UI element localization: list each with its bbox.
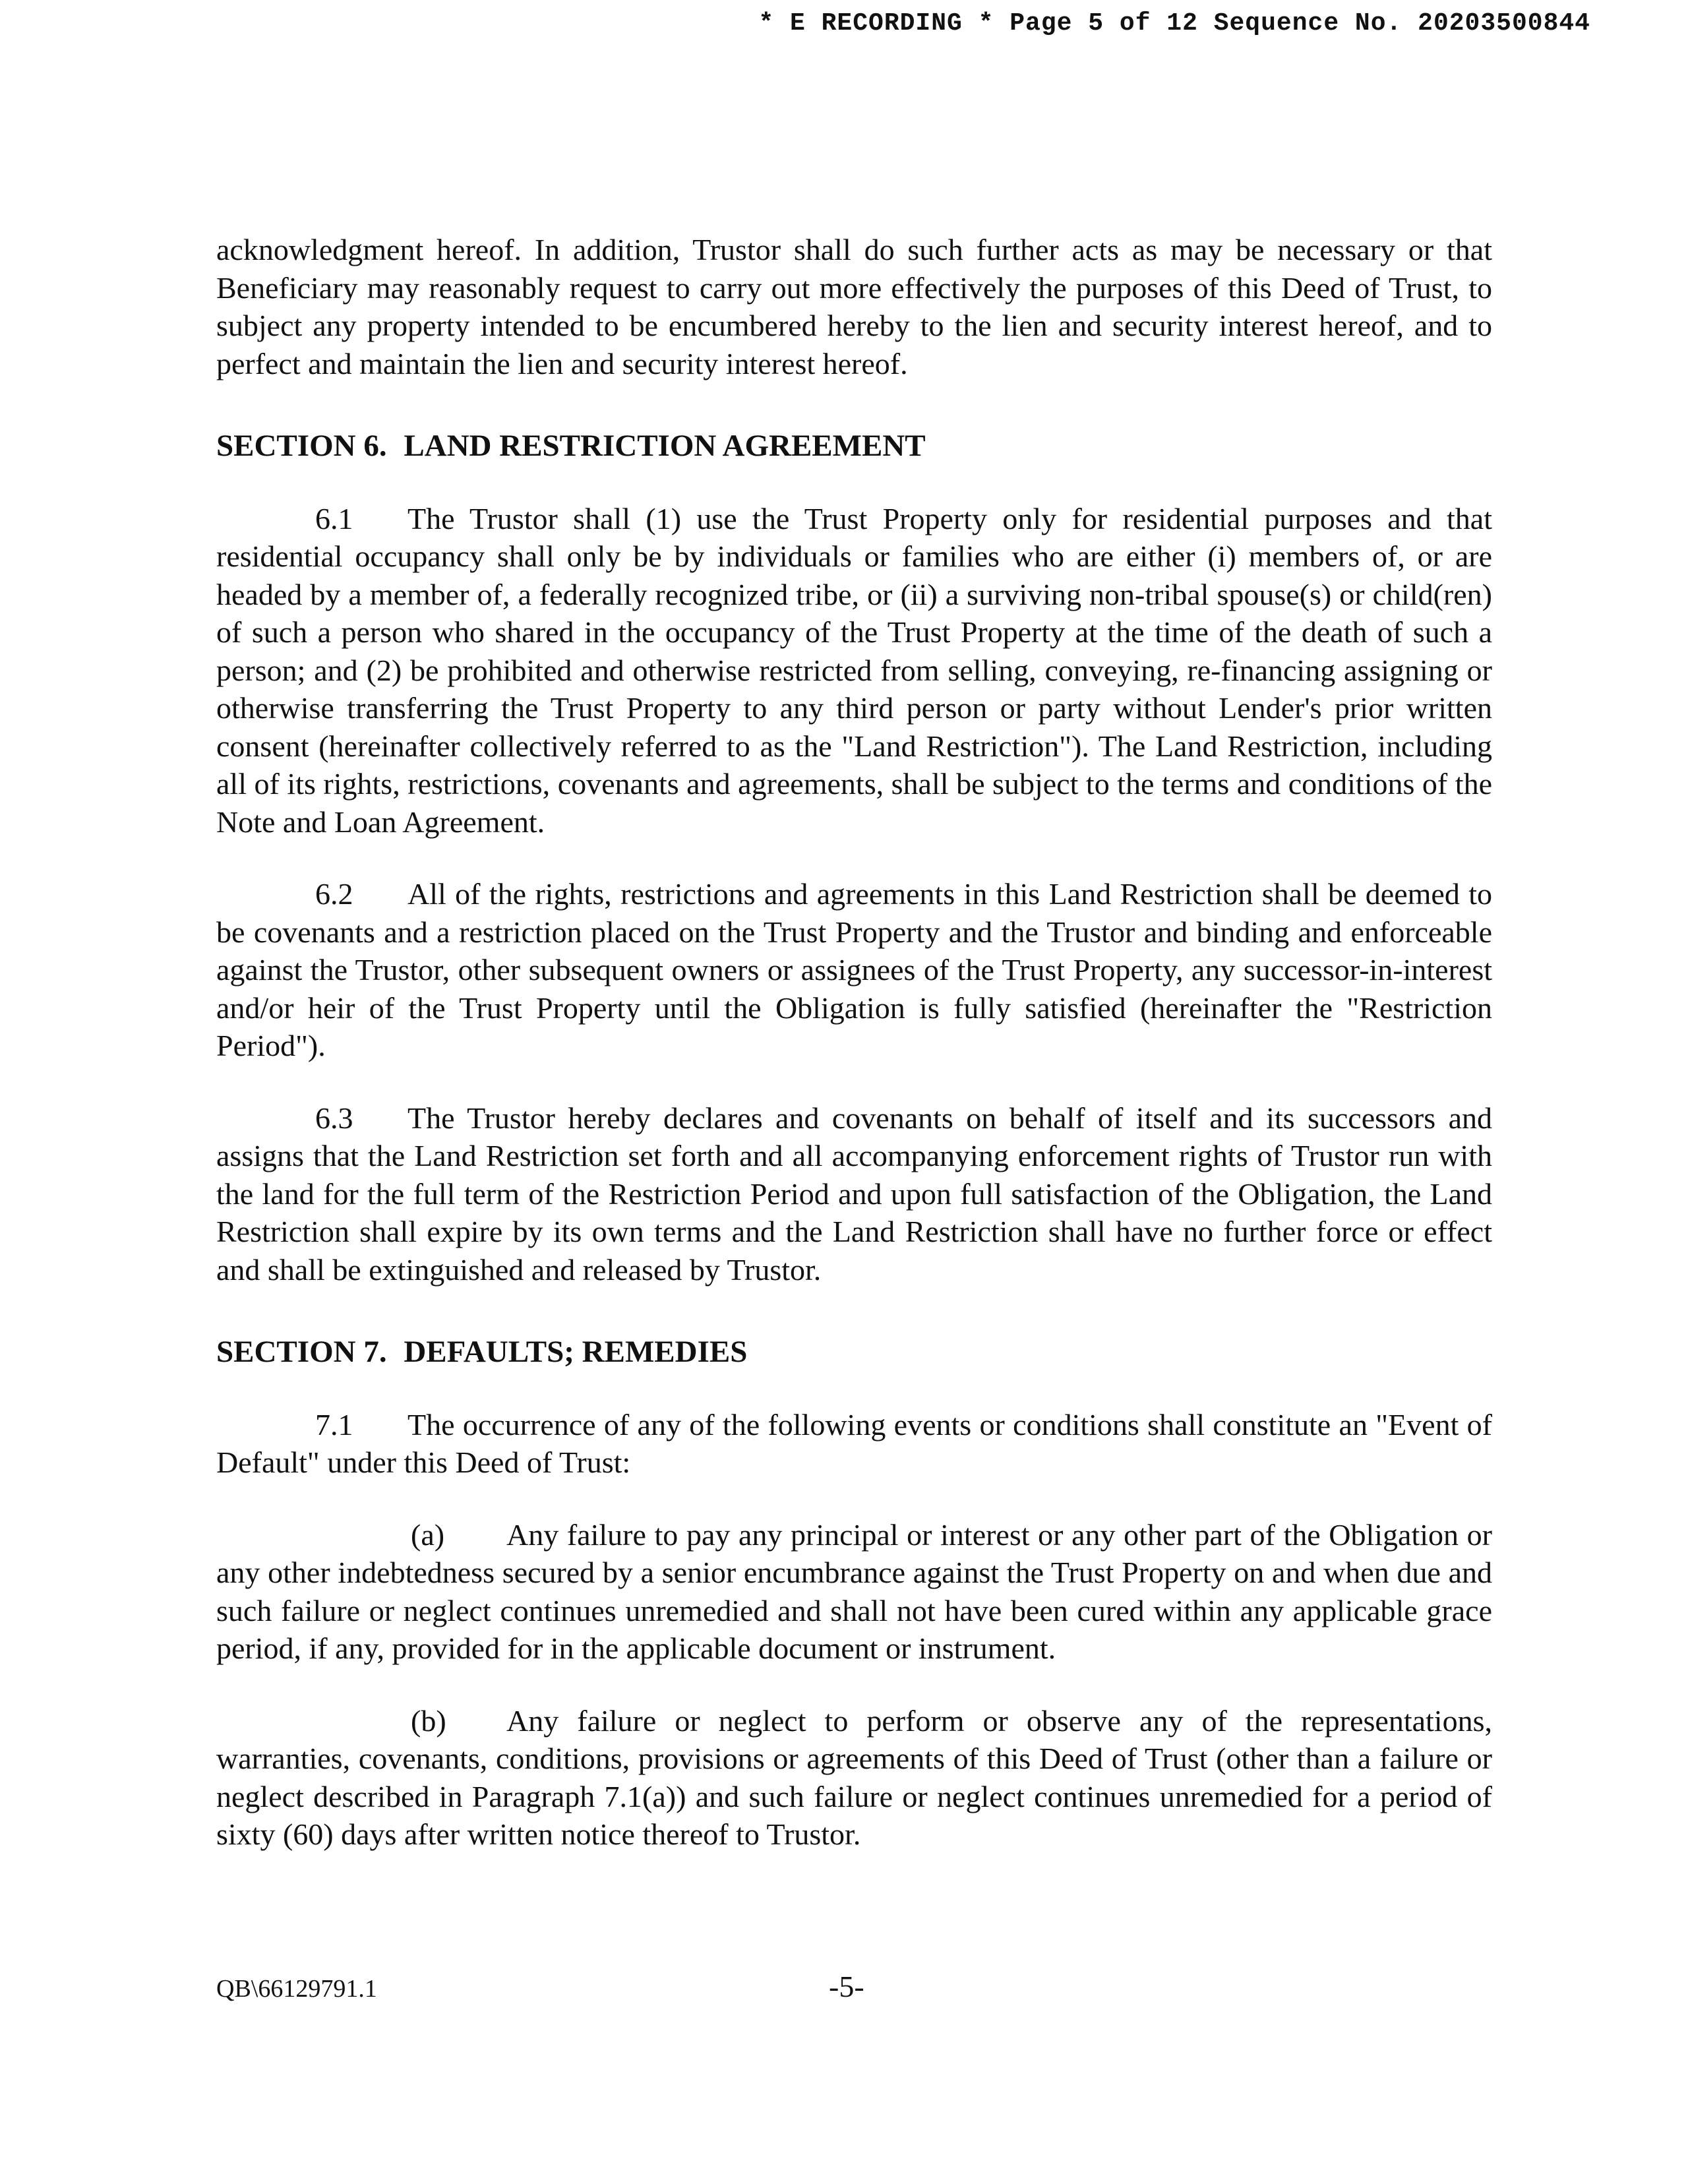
paragraph-6-1 (216, 500, 1492, 841)
paragraph-6-1-text: The Trustor shall (1) use the Trust Property only for residential purposes and that residential occupancy shall only be by individuals or families who are either (i) members of, or are headed by a member of, a federally recognized tribe, or (ii) a surviving non-tribal spouse(s) or child(ren) of such a person who shared in the occupancy of the Trust Property at the time of the death of such a person; and (2) be prohibited and otherwise restricted from selling, conveying, re-financing assigning or otherwise transferring the Trust Property to any third person or party without Lender's prior written consent (hereinafter collectively referred to as the "Land Restriction"). The Land Restriction, including all of its rights, restrictions, covenants and agreements, shall be subject to the terms and conditions of the Note and Loan Agreement. (216, 501, 1492, 839)
footer-page-number: -5- (829, 1970, 864, 2003)
paragraph-6-2-text: All of the rights, restrictions and agreements in this Land Restriction shall be deemed to be covenants and a restriction placed on the Trust Property and the Trustor and binding and enforceable against the Trustor, other subsequent owners or assignees of the Trust Property, any successor-in-interest and/or heir of the Trust Property until the Obligation is fully satisfied (hereinafter the "Restriction Period"). (216, 877, 1492, 1062)
section-6-heading (216, 427, 1492, 466)
footer-document-id: QB\66129791.1 (216, 1975, 377, 2003)
document-body (216, 231, 1492, 1854)
paragraph-6-2 (216, 875, 1492, 1065)
paragraph-6-3-text: The Trustor hereby declares and covenants on behalf of itself and its successors and assigns that the Land Restriction set forth and all accompanying enforcement rights of Trustor run with the land for the full term of the Restriction Period and upon full satisfaction of the Obligation, the Land Restriction shall expire by its own terms and the Land Restriction shall have no further force or effect and shall be extinguished and released by Trustor. (216, 1101, 1492, 1287)
paragraph-6-2-number: 6.2 (315, 877, 353, 911)
continuation-paragraph: acknowledgment hereof. In addition, Trustor shall do such further acts as may be necessary or that Beneficiary may reasonably request to carry out more effectively the purposes of this Deed of Trust, to subject any property intended to be encumbered hereby to the lien and security interest hereof, and to perfect and maintain the lien and security interest hereof. (216, 233, 1492, 380)
paragraph-6-3 (216, 1099, 1492, 1289)
paragraph-6-3-number: 6.3 (315, 1101, 353, 1135)
section-7-heading (216, 1333, 1492, 1372)
paragraph-7-1-a-number: (a) (411, 1517, 445, 1552)
section-7-number: SECTION 7. (216, 1335, 387, 1369)
section-6-number: SECTION 6. (216, 429, 387, 463)
paragraph-7-1-b-text: Any failure or neglect to perform or observe any of the representations, warranties, covenants, conditions, provisions or agreements of this Deed of Trust (other than a failure or neglect described in Paragraph 7.1(a)) and such failure or neglect continues unremedied for a period of sixty (60) days after written notice thereof to Trustor. (216, 1703, 1492, 1851)
paragraph-7-1-number: 7.1 (315, 1407, 353, 1441)
paragraph-7-1-text: The occurrence of any of the following events or conditions shall constitute an "Event of Default" under this Deed of Trust: (216, 1407, 1492, 1479)
paragraph-7-1-b-number: (b) (411, 1703, 446, 1738)
section-7-title: DEFAULTS; REMEDIES (404, 1335, 748, 1369)
paragraph-7-1-a-text: Any failure to pay any principal or interest or any other part of the Obligation or any other indebtedness secured by a senior encumbrance against the Trust Property on and when due and such failure or neglect continues unremedied and shall not have been cured within any applicable grace period, if any, provided for in the applicable document or instrument. (216, 1517, 1492, 1665)
paragraph-7-1-a (216, 1516, 1492, 1668)
paragraph-6-1-number: 6.1 (315, 501, 353, 535)
recording-header: * E RECORDING * Page 5 of 12 Sequence No. 20203500844 (758, 9, 1590, 38)
paragraph-7-1-b (216, 1702, 1492, 1854)
paragraph-7-1 (216, 1406, 1492, 1482)
section-6-title: LAND RESTRICTION AGREEMENT (404, 429, 926, 463)
